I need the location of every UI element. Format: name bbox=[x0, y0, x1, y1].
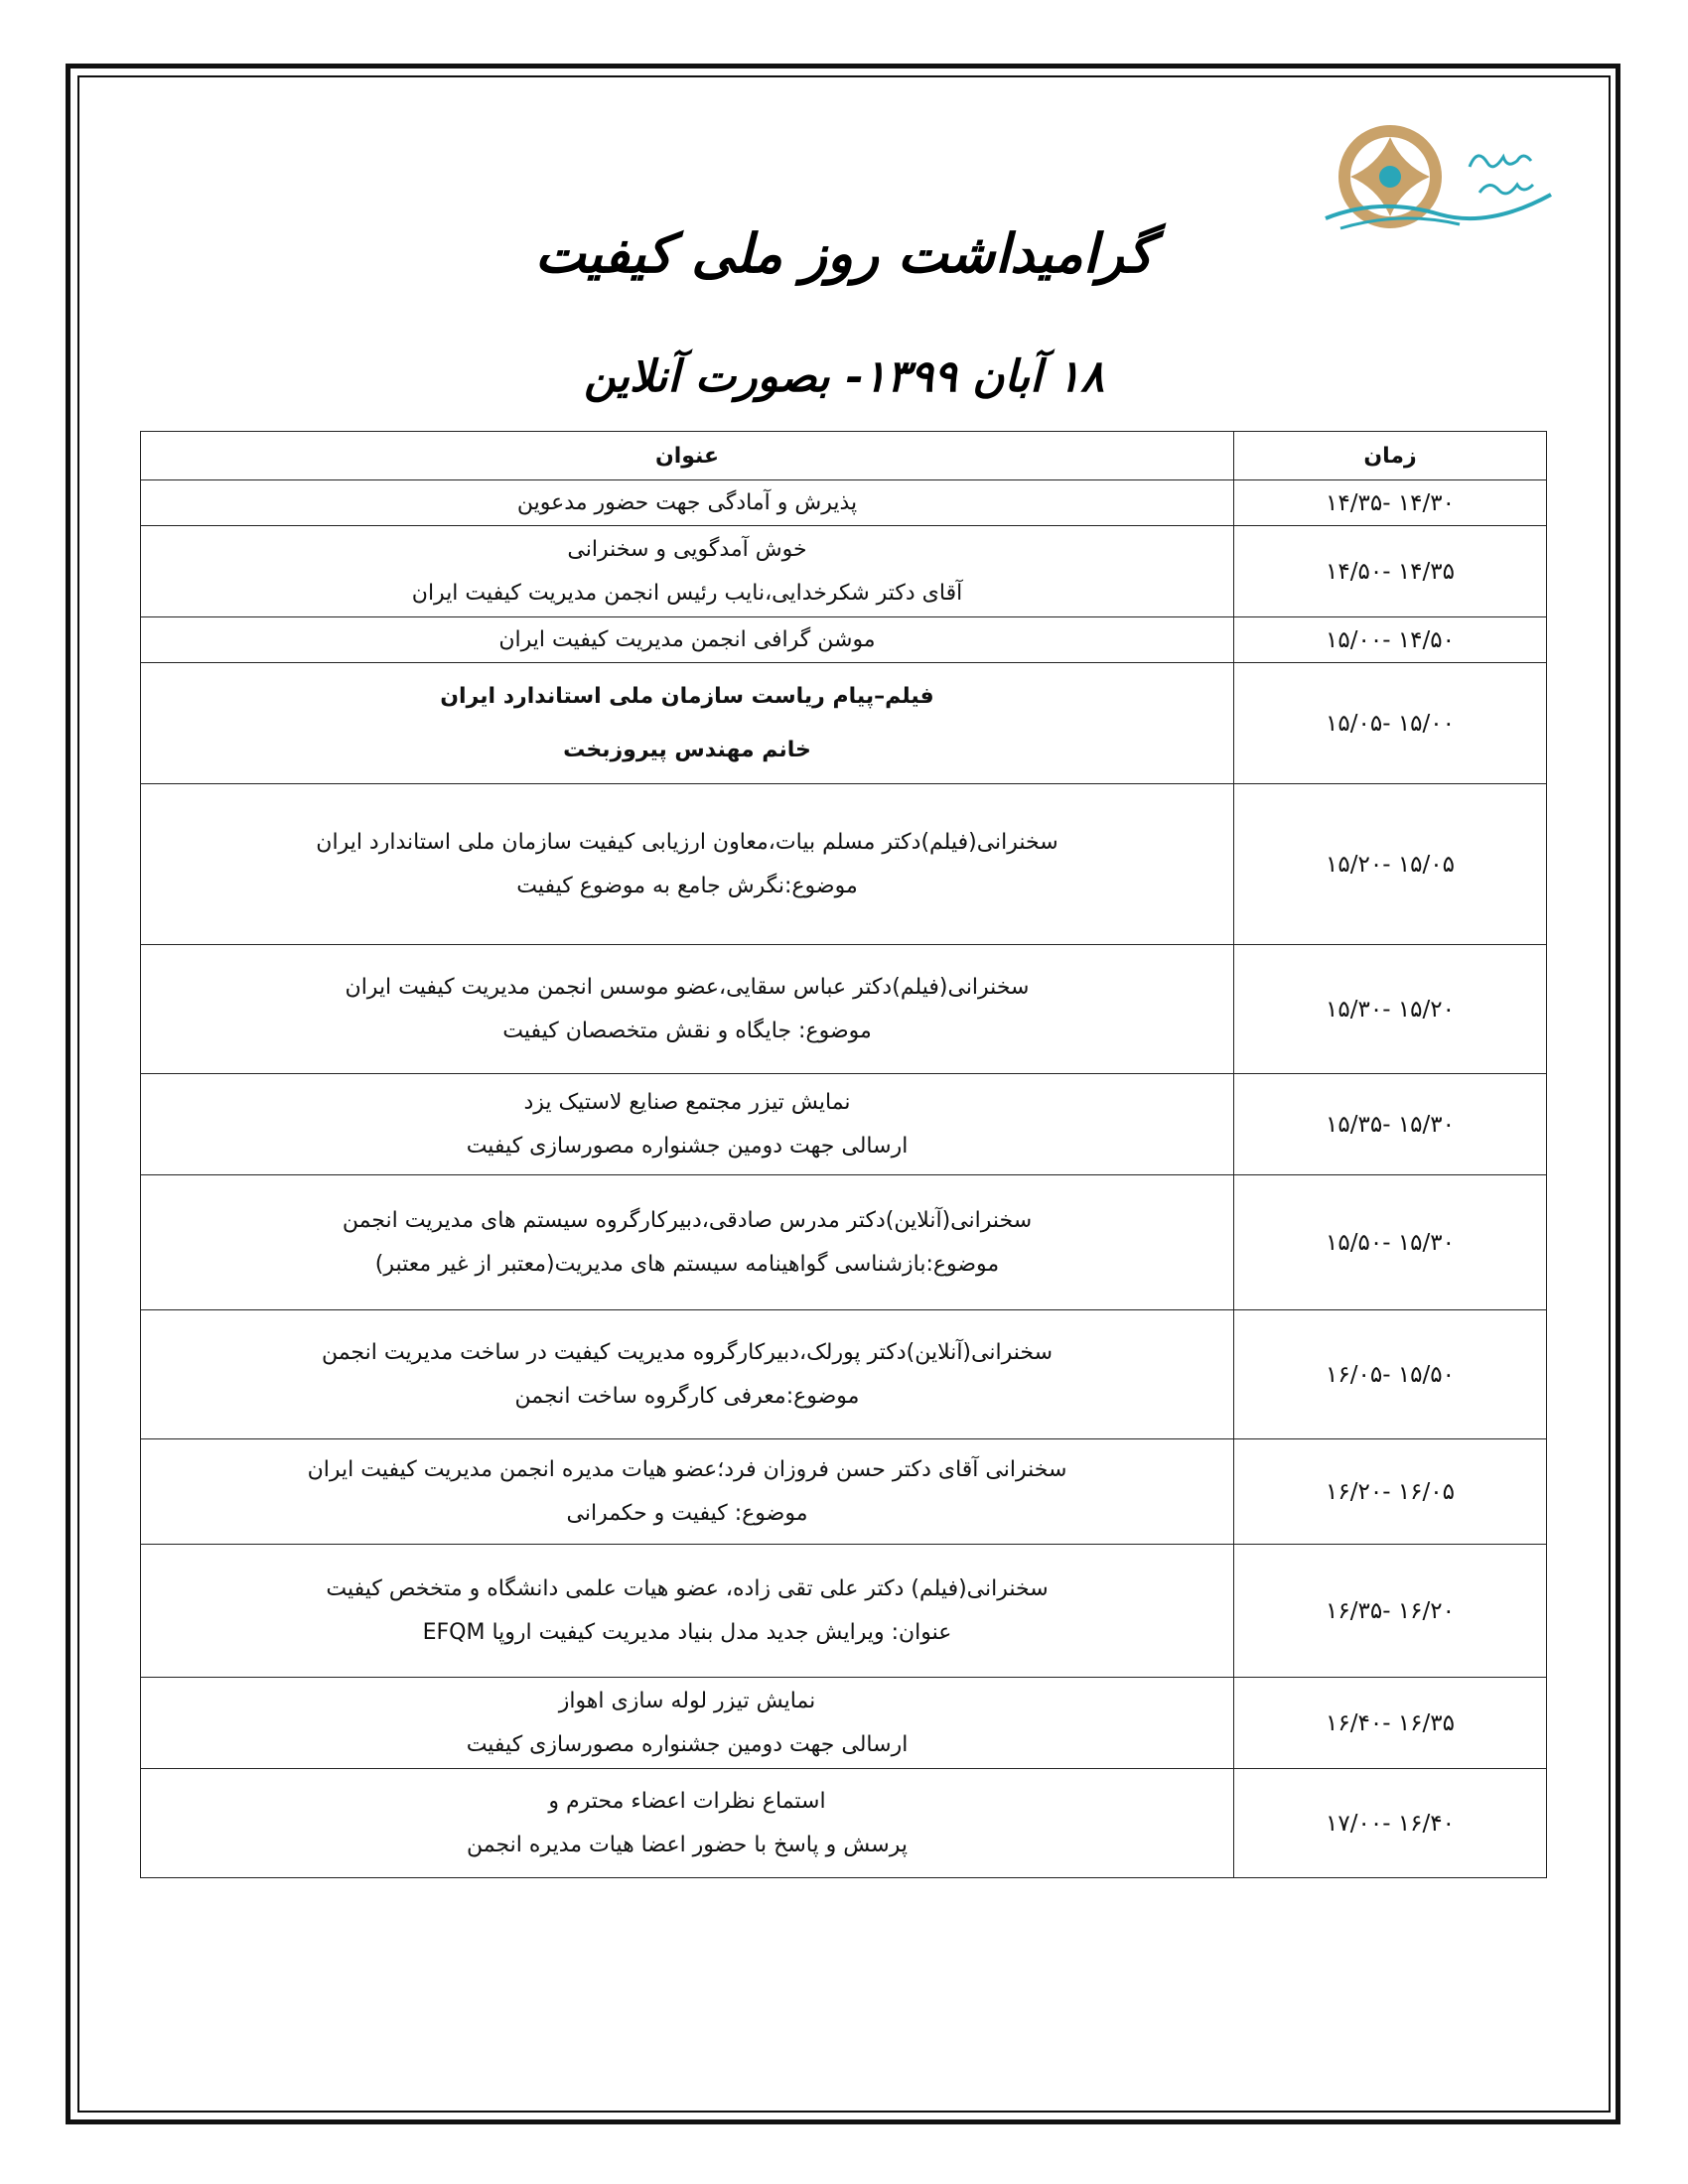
table-row bbox=[141, 784, 1547, 945]
table-row bbox=[141, 1175, 1547, 1310]
row-title bbox=[141, 1769, 1234, 1878]
row-title-line: سخنرانی(فیلم)دکتر عباس سقایی،عضو موسس انجمن مدیریت کیفیت ایران bbox=[345, 974, 1030, 1000]
table-row bbox=[141, 1074, 1547, 1175]
row-time: ۱۵/۳۰ -۱۵/۳۵ bbox=[1234, 1074, 1547, 1175]
row-time: ۱۶/۳۵ -۱۶/۴۰ bbox=[1234, 1678, 1547, 1769]
row-title-line: عنوان: ویرایش جدید مدل بنیاد مدیریت کیفیت اروپا EFQM bbox=[422, 1619, 952, 1645]
row-title bbox=[141, 1175, 1234, 1310]
column-header-time: زمان bbox=[1234, 432, 1547, 480]
table-row bbox=[141, 526, 1547, 617]
row-time: ۱۴/۳۰ -۱۴/۳۵ bbox=[1234, 480, 1547, 526]
row-title bbox=[141, 1310, 1234, 1439]
row-title-line: پرسش و پاسخ با حضور اعضا هیات مدیره انجمن bbox=[467, 1832, 908, 1857]
row-title bbox=[141, 945, 1234, 1074]
row-title-line: موضوع: جایگاه و نقش متخصصان کیفیت bbox=[502, 1018, 872, 1043]
row-title-line: ارسالی جهت دومین جشنواره مصورسازی کیفیت bbox=[466, 1133, 909, 1159]
row-title bbox=[141, 1074, 1234, 1175]
row-title bbox=[141, 1439, 1234, 1545]
row-title bbox=[141, 663, 1234, 784]
row-title-line: سخنرانی آقای دکتر حسن فروزان فرد؛عضو هیات مدیره انجمن مدیریت کیفیت ایران bbox=[307, 1456, 1067, 1482]
row-time: ۱۴/۳۵ -۱۴/۵۰ bbox=[1234, 526, 1547, 617]
row-title-line: سخنرانی(آنلاین)دکتر مدرس صادقی،دبیرکارگروه سیستم های مدیریت انجمن bbox=[342, 1207, 1033, 1233]
row-title-line: استماع نظرات اعضاء محترم و bbox=[548, 1788, 826, 1814]
schedule-table bbox=[140, 431, 1547, 1878]
table-row bbox=[141, 1310, 1547, 1439]
row-title bbox=[141, 1678, 1234, 1769]
row-title-line: آقای دکتر شکرخدایی،نایب رئیس انجمن مدیریت کیفیت ایران bbox=[411, 580, 963, 606]
table-row bbox=[141, 1439, 1547, 1545]
row-time: ۱۵/۰۰ -۱۵/۰۵ bbox=[1234, 663, 1547, 784]
row-title-line: موضوع:معرفی کارگروه ساخت انجمن bbox=[514, 1383, 860, 1409]
table-header-row bbox=[141, 432, 1547, 480]
row-title bbox=[141, 480, 1234, 526]
row-title-line: موضوع: کیفیت و حکمرانی bbox=[566, 1500, 808, 1526]
row-title-line: سخنرانی(آنلاین)دکتر پورلک،دبیرکارگروه مدیریت کیفیت در ساخت مدیریت انجمن bbox=[321, 1339, 1054, 1365]
row-title-line: موضوع:نگرش جامع به موضوع کیفیت bbox=[516, 873, 858, 898]
row-title-line: فیلم–پیام ریاست سازمان ملی استاندارد ایران bbox=[440, 683, 934, 709]
row-title bbox=[141, 526, 1234, 617]
row-title-line: نمایش تیزر لوله سازی اهواز bbox=[558, 1688, 816, 1713]
row-time: ۱۶/۴۰ -۱۷/۰۰ bbox=[1234, 1769, 1547, 1878]
table-row bbox=[141, 1678, 1547, 1769]
row-title bbox=[141, 784, 1234, 945]
column-header-title: عنوان bbox=[141, 432, 1234, 480]
row-title-line: خوش آمدگویی و سخنرانی bbox=[567, 536, 807, 562]
row-time: ۱۶/۰۵ -۱۶/۲۰ bbox=[1234, 1439, 1547, 1545]
row-title-line: ارسالی جهت دومین جشنواره مصورسازی کیفیت bbox=[466, 1731, 909, 1757]
row-title-line: پذیرش و آمادگی جهت حضور مدعوین bbox=[516, 489, 858, 515]
row-time: ۱۶/۲۰ -۱۶/۳۵ bbox=[1234, 1545, 1547, 1678]
table-row bbox=[141, 480, 1547, 526]
row-title-line: موضوع:بازشناسی گواهینامه سیستم های مدیریت(معتبر از غیر معتبر) bbox=[374, 1251, 1000, 1277]
row-time: ۱۵/۵۰ -۱۶/۰۵ bbox=[1234, 1310, 1547, 1439]
row-time: ۱۵/۳۰ -۱۵/۵۰ bbox=[1234, 1175, 1547, 1310]
document-subtitle: ۱۸ آبان ۱۳۹۹- بصورت آنلاین bbox=[584, 351, 1104, 402]
row-title-line: خانم مهندس پیروزبخت bbox=[563, 737, 811, 762]
row-title bbox=[141, 617, 1234, 663]
table-row bbox=[141, 617, 1547, 663]
row-title-line: موشن گرافی انجمن مدیریت کیفیت ایران bbox=[498, 626, 876, 652]
row-title-line: نمایش تیزر مجتمع صنایع لاستیک یزد bbox=[523, 1089, 851, 1115]
table-row bbox=[141, 663, 1547, 784]
document-title: گرامیداشت روز ملی کیفیت bbox=[534, 221, 1154, 285]
table-row bbox=[141, 945, 1547, 1074]
row-time: ۱۵/۲۰ -۱۵/۳۰ bbox=[1234, 945, 1547, 1074]
row-title-line: سخنرانی(فیلم) دکتر علی تقی زاده، عضو هیات علمی دانشگاه و متخخص کیفیت bbox=[326, 1575, 1049, 1601]
table-row bbox=[141, 1545, 1547, 1678]
row-title bbox=[141, 1545, 1234, 1678]
row-title-line: سخنرانی(فیلم)دکتر مسلم بیات،معاون ارزیابی کیفیت سازمان ملی استاندارد ایران bbox=[316, 829, 1058, 855]
table-row bbox=[141, 1769, 1547, 1878]
row-time: ۱۵/۰۵ -۱۵/۲۰ bbox=[1234, 784, 1547, 945]
row-time: ۱۴/۵۰ -۱۵/۰۰ bbox=[1234, 617, 1547, 663]
